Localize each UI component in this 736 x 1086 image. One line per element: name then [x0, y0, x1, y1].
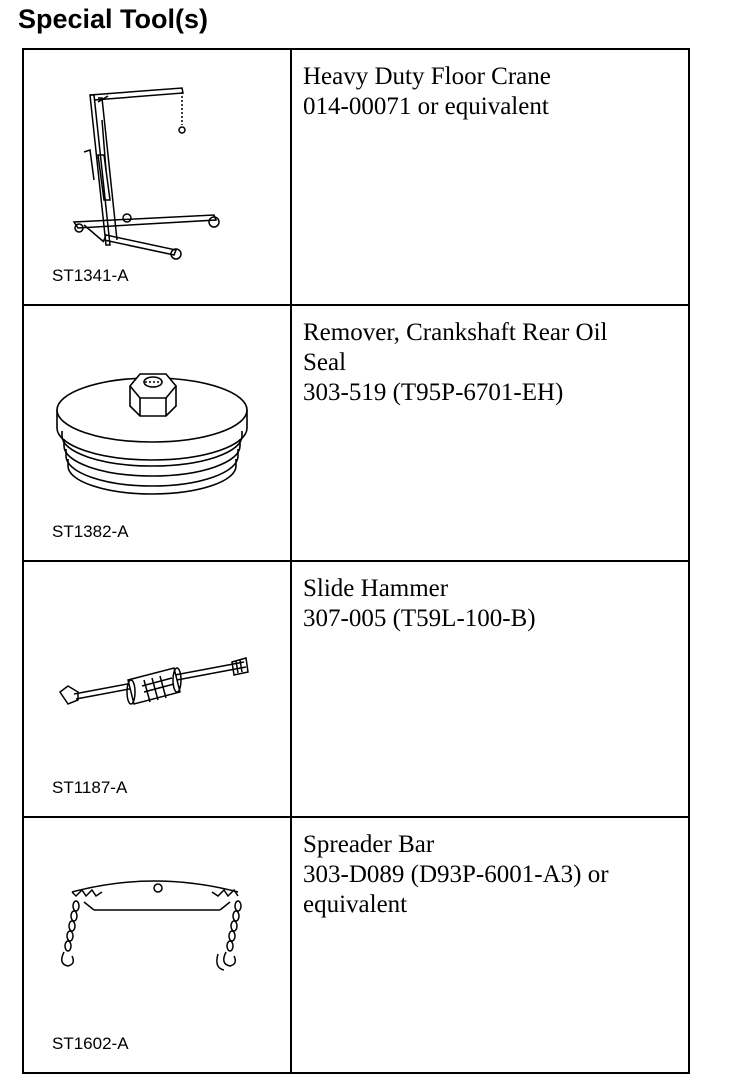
table-row	[23, 49, 689, 305]
tool-number: 303-519 (T95P-6701-EH)	[303, 379, 564, 406]
tool-illustration-cell	[23, 817, 291, 1073]
tool-description	[291, 561, 689, 817]
page-title: Special Tool(s)	[18, 4, 209, 34]
tool-description	[291, 49, 689, 305]
table-row	[23, 561, 689, 817]
special-tools-table	[22, 48, 690, 1074]
tool-code: ST1602-A	[52, 1034, 129, 1053]
tool-illustration-cell	[23, 561, 291, 817]
tool-code: ST1187-A	[52, 778, 128, 797]
tool-illustration-cell	[23, 49, 291, 305]
table-row	[23, 305, 689, 561]
tool-name: Spreader Bar	[303, 831, 435, 858]
table-row	[23, 817, 689, 1073]
tool-number: 307-005 (T59L-100-B)	[303, 605, 536, 632]
tool-name: Remover, Crankshaft Rear Oil	[303, 319, 608, 346]
tool-illustration-cell	[23, 305, 291, 561]
tool-name: Heavy Duty Floor Crane	[303, 63, 551, 90]
tool-number: 303-D089 (D93P-6001-A3) or	[303, 861, 609, 888]
tool-name: Slide Hammer	[303, 575, 449, 602]
tool-description	[291, 817, 689, 1073]
tool-code: ST1341-A	[52, 266, 129, 285]
tool-number-continued: equivalent	[303, 891, 408, 918]
tool-description	[291, 305, 689, 561]
tool-code: ST1382-A	[52, 522, 129, 541]
tool-number: 014-00071 or equivalent	[303, 93, 549, 120]
tool-name-continued: Seal	[303, 349, 347, 376]
